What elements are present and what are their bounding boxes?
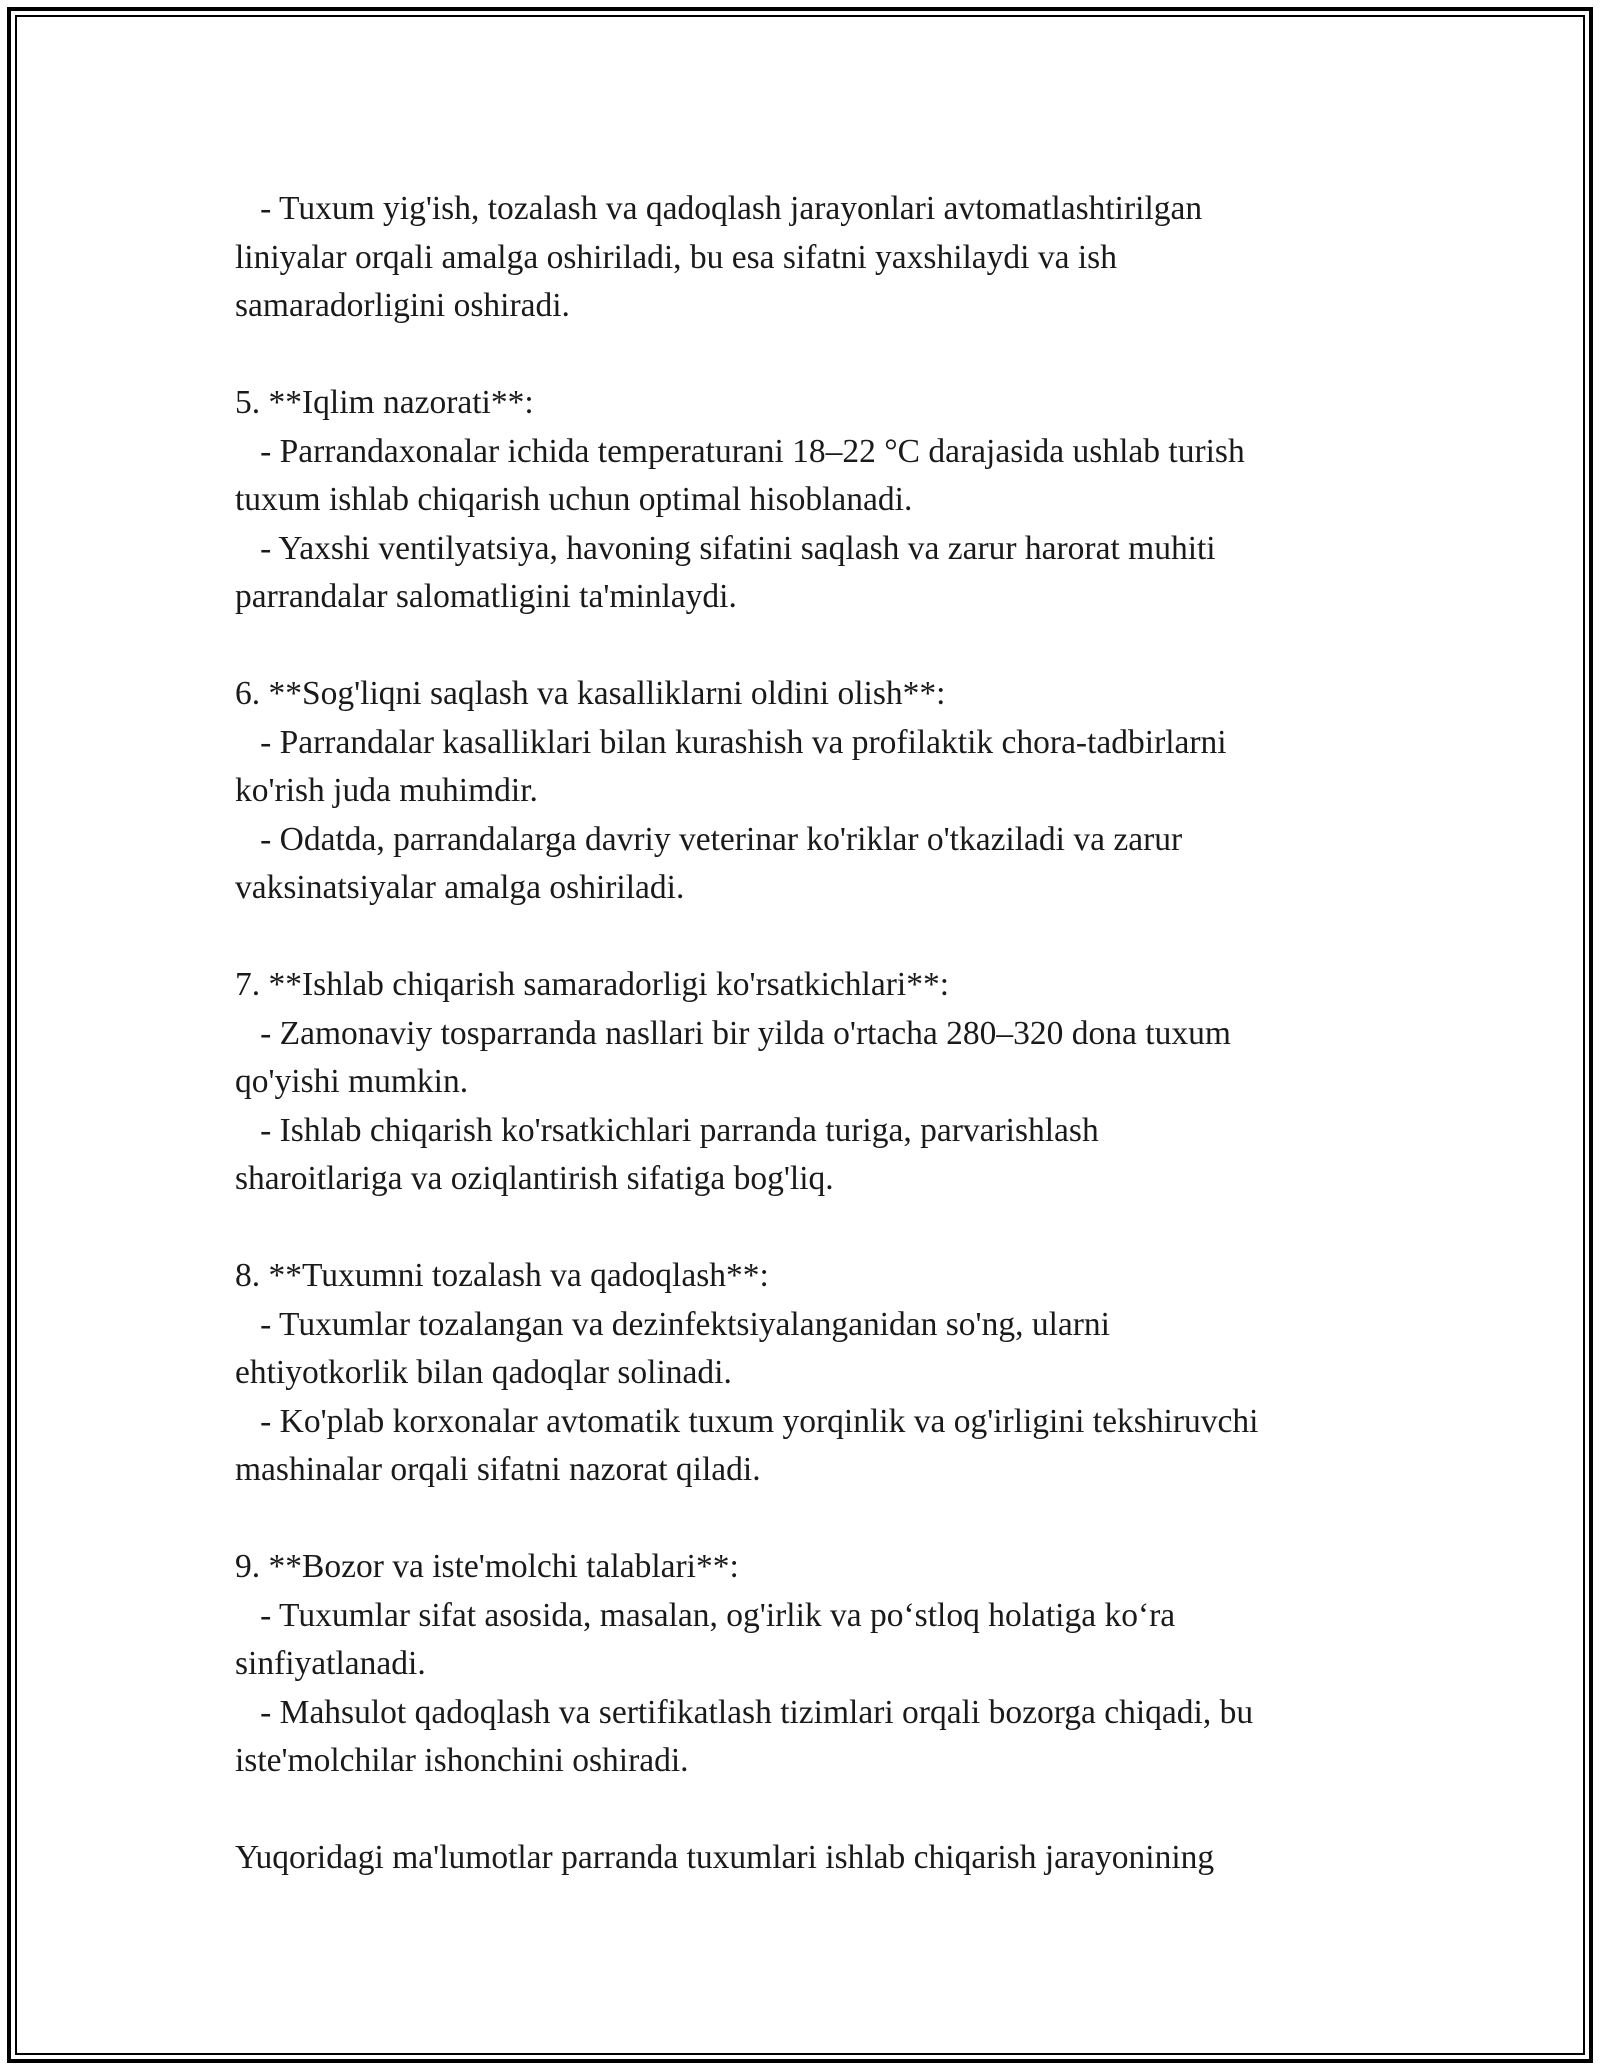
text-line: ko'rish juda muhimdir. (235, 772, 538, 809)
blank-line (235, 331, 1415, 380)
text-line: samaradorligini oshiradi. (235, 287, 570, 324)
blank-line (235, 1495, 1415, 1544)
text-line: qo'yishi mumkin. (235, 1063, 469, 1100)
text-line: - Tuxumlar tozalangan va dezinfektsiyalanganidan so'ng, ularni (235, 1305, 1110, 1343)
text-line: - Tuxum yig'ish, tozalash va qadoqlash jarayonlari avtomatlashtirilgan (235, 190, 1203, 227)
text-line: - Tuxumlar sifat asosida, masalan, og'irlik va po‘stloq holatiga ko‘ra (235, 1596, 1176, 1634)
blank-line (235, 622, 1415, 671)
text-line: parrandalar salomatligini ta'minlaydi. (235, 578, 737, 615)
text-line: ehtiyotkorlik bilan qadoqlar solinadi. (235, 1354, 732, 1391)
text-line: Yuqoridagi ma'lumotlar parranda tuxumlari ishlab chiqarish jarayonining (235, 1839, 1215, 1876)
text-line: - Zamonaviy tosparranda nasllari bir yilda o'rtacha 280–320 dona tuxum (235, 1014, 1231, 1052)
text-line: mashinalar orqali sifatni nazorat qiladi. (235, 1451, 761, 1488)
text-line: - Ko'plab korxonalar avtomatik tuxum yorqinlik va og'irligini tekshiruvchi (235, 1402, 1259, 1440)
text-line: iste'molchilar ishonchini oshiradi. (235, 1742, 689, 1779)
document-body (235, 185, 1415, 1883)
text-line: 6. **Sog'liqni saqlash va kasalliklarni oldini olish**: (235, 675, 946, 712)
text-line: - Parrandalar kasalliklari bilan kurashish va profilaktik chora-tadbirlarni (235, 723, 1227, 761)
text-line: sharoitlariga va oziqlantirish sifatiga bog'liq. (235, 1160, 834, 1197)
text-line: - Parrandaxonalar ichida temperaturani 18–22 °C darajasida ushlab turish (235, 432, 1245, 470)
blank-line (235, 1786, 1415, 1835)
text-line: 7. **Ishlab chiqarish samaradorligi ko'rsatkichlari**: (235, 966, 950, 1003)
text-line: 5. **Iqlim nazorati**: (235, 384, 534, 421)
text-line: - Ishlab chiqarish ko'rsatkichlari parranda turiga, parvarishlash (235, 1111, 1099, 1149)
text-line: vaksinatsiyalar amalga oshiriladi. (235, 869, 685, 906)
blank-line (235, 1204, 1415, 1253)
text-line: sinfiyatlanadi. (235, 1645, 426, 1682)
text-line: liniyalar orqali amalga oshiriladi, bu esa sifatni yaxshilaydi va ish (235, 238, 1117, 276)
text-line: - Mahsulot qadoqlash va sertifikatlash tizimlari orqali bozorga chiqadi, bu (235, 1693, 1254, 1731)
blank-line (235, 913, 1415, 962)
text-line: 9. **Bozor va iste'molchi talablari**: (235, 1548, 739, 1585)
text-line: - Odatda, parrandalarga davriy veterinar ko'riklar o'tkaziladi va zarur (235, 820, 1183, 858)
text-line: - Yaxshi ventilyatsiya, havoning sifatini saqlash va zarur harorat muhiti (235, 529, 1216, 567)
text-line: 8. **Tuxumni tozalash va qadoqlash**: (235, 1257, 769, 1294)
text-line: tuxum ishlab chiqarish uchun optimal hisoblanadi. (235, 481, 913, 518)
